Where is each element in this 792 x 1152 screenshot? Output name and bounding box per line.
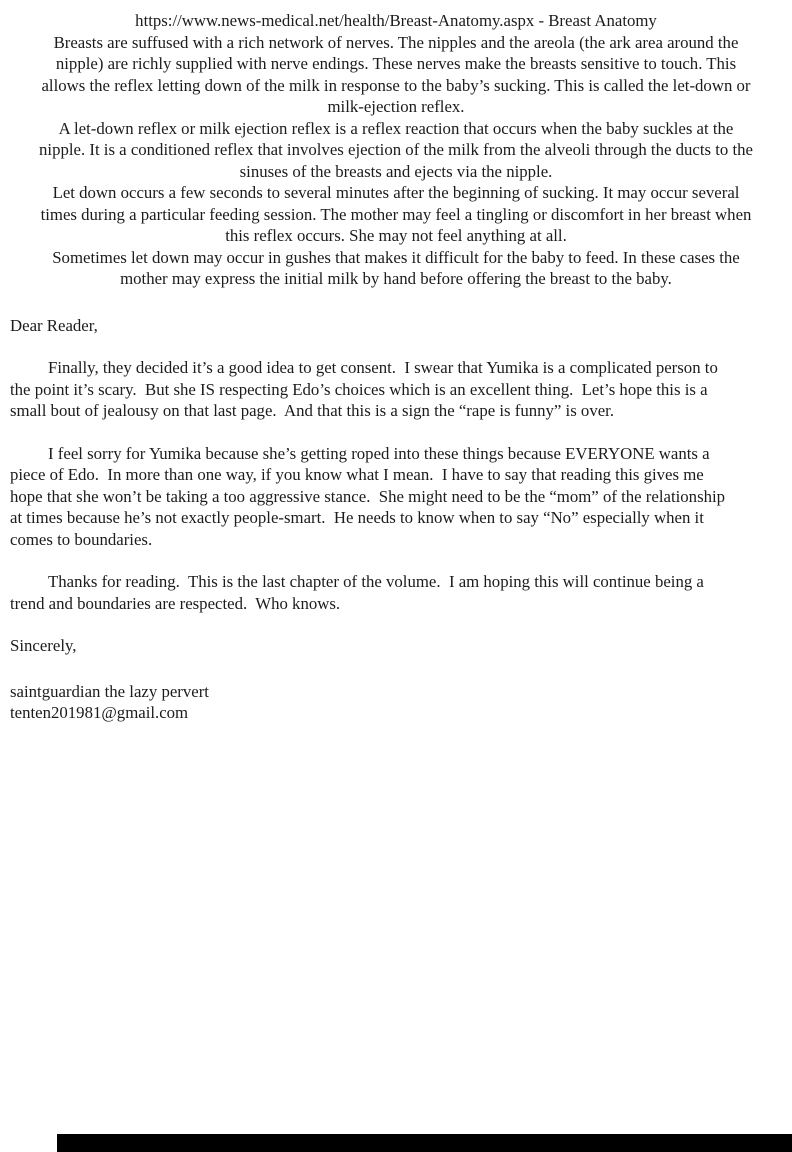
- letter-closing: Sincerely,: [10, 636, 77, 655]
- text-line: Finally, they decided it’s a good idea to get consent. I swear that Yumika is a complicated person to: [48, 358, 718, 377]
- text-line: allows the reflex letting down of the milk in response to the baby’s sucking. This is called the let-down or: [41, 75, 751, 95]
- text-line: the point it’s scary. But she IS respecting Edo’s choices which is an excellent thing. Let’s hope this is a: [10, 379, 708, 399]
- text-line: piece of Edo. In more than one way, if you know what I mean. I have to say that reading this gives me: [10, 465, 704, 484]
- text-line: milk-ejection reflex.: [327, 97, 465, 116]
- letter-paragraph-1: [10, 357, 786, 422]
- signature-block: [10, 681, 786, 724]
- scan-artifact-bar: [57, 1134, 792, 1152]
- signature-name: saintguardian the lazy pervert: [10, 681, 209, 701]
- health-info-block: [0, 0, 792, 290]
- letter-paragraph-3: [10, 571, 786, 614]
- text-line: nipple. It is a conditioned reflex that involves ejection of the milk from the alveoli through the ducts to the: [39, 140, 753, 159]
- text-line: sinuses of the breasts and ejects via the nipple.: [239, 161, 553, 181]
- source-title-line: https://www.news-medical.net/health/Breast-Anatomy.aspx - Breast Anatomy: [135, 11, 657, 30]
- text-line: comes to boundaries.: [10, 529, 153, 549]
- text-line: times during a particular feeding session. The mother may feel a tingling or discomfort in her breast when: [40, 204, 752, 224]
- letter-paragraph-2: [10, 443, 786, 551]
- text-line: nipple) are richly supplied with nerve endings. These nerves make the breasts sensitive to touch. This: [55, 54, 737, 73]
- text-line: hope that she won’t be taking a too aggressive stance. She might need to be the “mom” of the relationship: [10, 486, 726, 506]
- text-line: at times because he’s not exactly people-smart. He needs to know when to say “No” especially when it: [10, 508, 704, 527]
- text-line: trend and boundaries are respected. Who knows.: [10, 593, 341, 613]
- text-line: Breasts are suffused with a rich network of nerves. The nipples and the areola (the ark area around the: [53, 32, 739, 52]
- signature-email: tenten201981@gmail.com: [10, 703, 189, 722]
- text-line: mother may express the initial milk by hand before offering the breast to the baby.: [120, 269, 672, 288]
- health-info-lines: [0, 32, 792, 290]
- text-line: this reflex occurs. She may not feel anything at all.: [225, 226, 567, 245]
- letter-salutation: Dear Reader,: [10, 315, 98, 335]
- text-line: small bout of jealousy on that last page. And that this is a sign the “rape is funny” is over.: [10, 401, 615, 420]
- text-line: A let-down reflex or milk ejection reflex is a reflex reaction that occurs when the baby suckles at the: [58, 118, 734, 138]
- text-line: Sometimes let down may occur in gushes that makes it difficult for the baby to feed. In these cases the: [52, 247, 740, 267]
- letter-block: [10, 315, 786, 724]
- text-line: I feel sorry for Yumika because she’s getting roped into these things because EVERYONE wants a: [48, 443, 710, 463]
- text-line: Let down occurs a few seconds to several minutes after the beginning of sucking. It may occur several: [52, 183, 740, 202]
- text-line: Thanks for reading. This is the last chapter of the volume. I am hoping this will continue being a: [48, 572, 704, 591]
